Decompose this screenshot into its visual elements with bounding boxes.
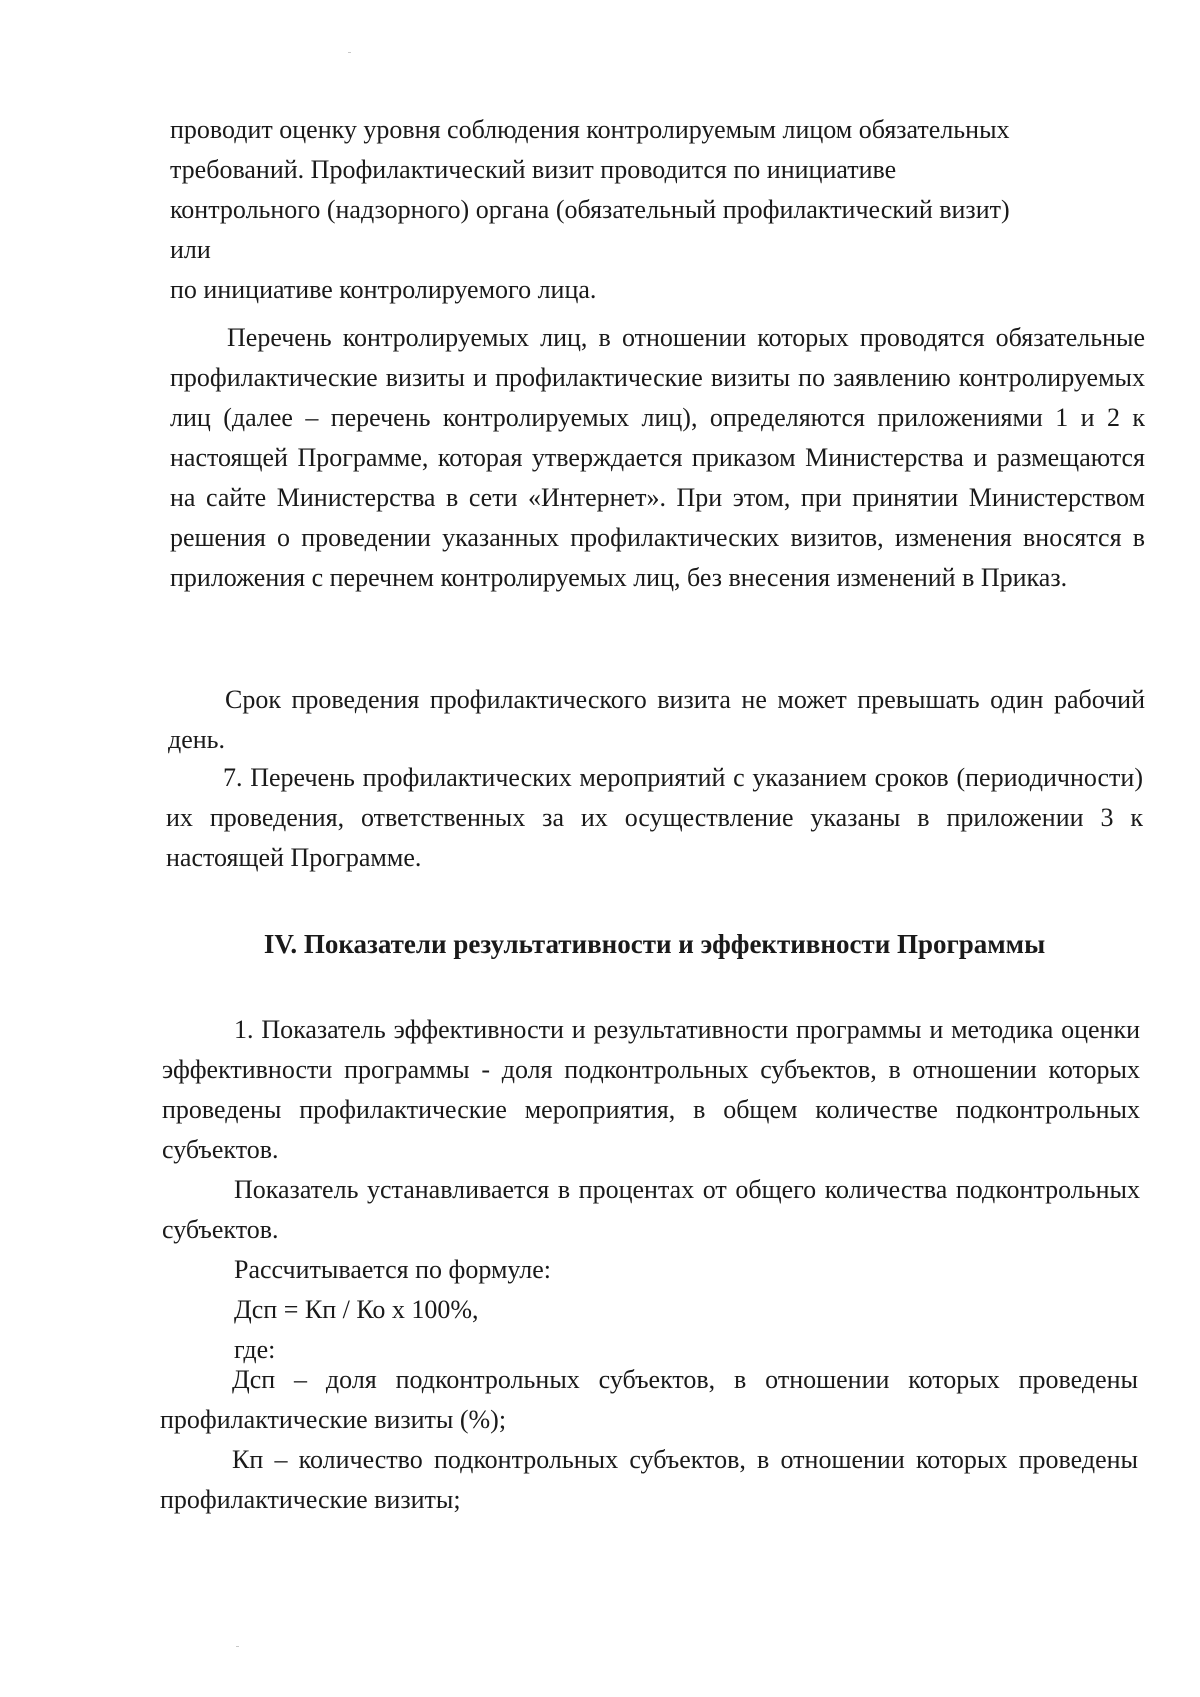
paragraph-text: Показатель устанавливается в процентах от общего количества подконтрольных субъектов. <box>162 1175 1140 1244</box>
paragraph-text: 1. Показатель эффективности и результативности программы и методика оценки эффективности программы - доля подконтрольных субъектов, в отношении которых проведены профилактические мероприятия, в общем количестве подконтрольных субъектов. <box>162 1015 1140 1164</box>
formula-definitions <box>160 1360 1138 1520</box>
section-heading: IV. Показатели результативности и эффективности Программы <box>263 929 1046 959</box>
paragraph-indicator-units <box>162 1170 1140 1370</box>
scan-speck <box>348 52 351 53</box>
paragraph-line: или <box>170 235 211 264</box>
paragraph-measures-list <box>166 758 1143 878</box>
paragraph-line: проводит оценку уровня соблюдения контролируемым лицом обязательных <box>170 115 1010 144</box>
scan-speck <box>236 1646 239 1647</box>
paragraph-visit-assessment <box>170 110 1145 310</box>
paragraph-line: контрольного (надзорного) органа (обязательный профилактический визит) <box>170 195 1010 224</box>
paragraph-line: по инициативе контролируемого лица. <box>170 275 597 304</box>
definition-kp: Кп – количество подконтрольных субъектов, в отношении которых проведены профилактические визиты; <box>160 1445 1138 1514</box>
paragraph-text: Срок проведения профилактического визита не может превышать один рабочий день. <box>168 685 1145 754</box>
paragraph-indicator-definition <box>162 1010 1140 1170</box>
formula-intro: Рассчитывается по формуле: <box>234 1255 551 1284</box>
paragraph-text: 7. Перечень профилактических мероприятий с указанием сроков (периодичности) их проведения, ответственных за их осуществление указаны в приложении 3 к настоящей Программе. <box>166 763 1143 872</box>
formula-where: где: <box>234 1335 276 1364</box>
paragraph-visit-duration <box>168 680 1145 760</box>
paragraph-line: требований. Профилактический визит проводится по инициативе <box>170 155 897 184</box>
definition-dsp: Дсп – доля подконтрольных субъектов, в отношении которых проведены профилактические визиты (%); <box>160 1365 1138 1434</box>
paragraph-text: Перечень контролируемых лиц, в отношении которых проводятся обязательные профилактические визиты и профилактические визиты по заявлению контролируемых лиц (далее – перечень контролируемых лиц), определяются приложениями 1 и 2 к настоящей Программе, которая утверждается приказом Министерства и размещаются на сайте Министерства в сети «Интернет». При этом, при принятии Министерством решения о проведении указанных профилактических визитов, изменения вносятся в приложения с перечнем контролируемых лиц, без внесения изменений в Приказ. <box>170 323 1145 592</box>
paragraph-controlled-persons-list <box>170 318 1145 598</box>
formula: Дсп = Кп / Ко х 100%, <box>234 1295 479 1324</box>
